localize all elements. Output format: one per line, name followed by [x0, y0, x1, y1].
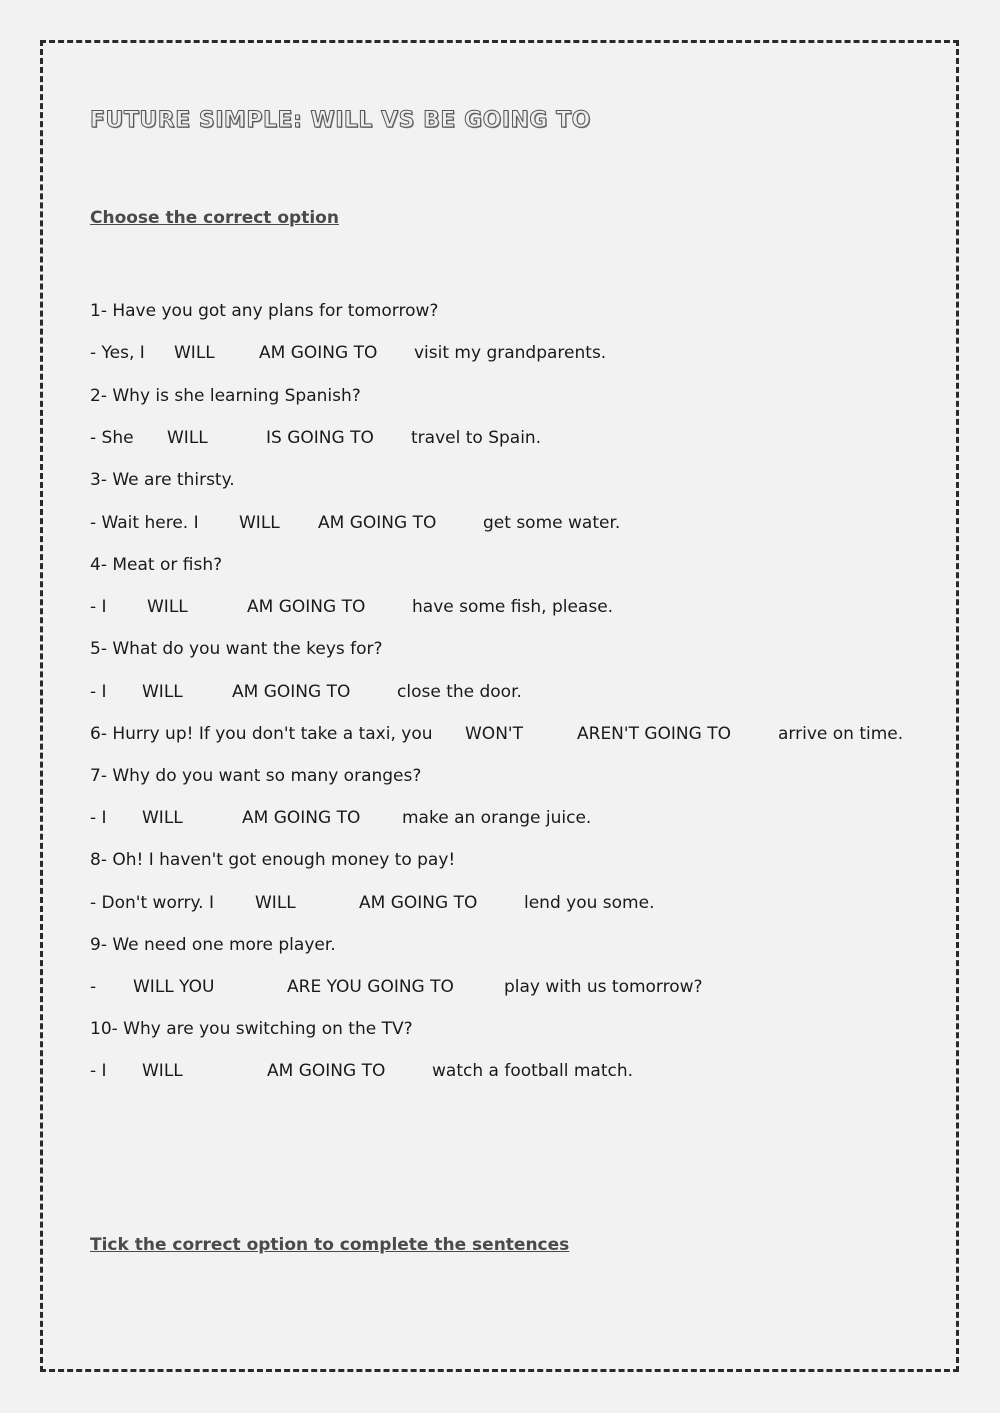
- answer-suffix: lend you some.: [524, 893, 655, 913]
- option-going-to[interactable]: AM GOING TO: [232, 682, 351, 702]
- option-arent-going-to[interactable]: AREN'T GOING TO: [577, 724, 731, 744]
- question-text: 8- Oh! I haven't got enough money to pay!: [90, 850, 456, 870]
- question-text: 1- Have you got any plans for tomorrow?: [90, 301, 439, 321]
- answer-prefix: - Don't worry. I: [90, 893, 214, 913]
- answer-prefix: - I: [90, 682, 107, 702]
- answer-suffix: get some water.: [483, 513, 621, 533]
- question-text: 3- We are thirsty.: [90, 470, 235, 490]
- option-will[interactable]: WILL: [142, 1061, 183, 1081]
- question-text: 10- Why are you switching on the TV?: [90, 1019, 413, 1039]
- option-will[interactable]: WILL: [147, 597, 188, 617]
- option-going-to[interactable]: IS GOING TO: [266, 428, 374, 448]
- option-will[interactable]: WILL: [142, 682, 183, 702]
- answer-prefix: - I: [90, 1061, 107, 1081]
- dashed-border: [40, 40, 959, 1372]
- worksheet-title: FUTURE SIMPLE: WILL VS BE GOING TO: [90, 108, 591, 133]
- answer-prefix: - Yes, I: [90, 343, 145, 363]
- answer-prefix: -: [90, 977, 97, 997]
- option-will[interactable]: WILL: [174, 343, 215, 363]
- option-going-to[interactable]: AM GOING TO: [359, 893, 478, 913]
- answer-prefix: - I: [90, 808, 107, 828]
- answer-prefix: - She: [90, 428, 134, 448]
- option-will[interactable]: WILL: [255, 893, 296, 913]
- option-will[interactable]: WILL: [142, 808, 183, 828]
- answer-suffix: make an orange juice.: [402, 808, 592, 828]
- answer-suffix: have some fish, please.: [412, 597, 614, 617]
- option-wont[interactable]: WON'T: [465, 724, 523, 744]
- question-text: 5- What do you want the keys for?: [90, 639, 383, 659]
- question-text: 7- Why do you want so many oranges?: [90, 766, 422, 786]
- option-going-to[interactable]: AM GOING TO: [242, 808, 361, 828]
- answer-prefix: - I: [90, 597, 107, 617]
- answer-prefix: 6- Hurry up! If you don't take a taxi, you: [90, 724, 433, 744]
- question-text: 4- Meat or fish?: [90, 555, 223, 575]
- section-heading-choose: Choose the correct option: [90, 208, 339, 228]
- option-will[interactable]: WILL: [239, 513, 280, 533]
- answer-suffix: watch a football match.: [432, 1061, 634, 1081]
- option-will[interactable]: WILL: [167, 428, 208, 448]
- answer-suffix: close the door.: [397, 682, 522, 702]
- option-going-to[interactable]: AM GOING TO: [318, 513, 437, 533]
- question-text: 2- Why is she learning Spanish?: [90, 386, 361, 406]
- section-heading-tick: Tick the correct option to complete the sentences: [90, 1235, 570, 1255]
- answer-suffix: arrive on time.: [778, 724, 904, 744]
- answer-prefix: - Wait here. I: [90, 513, 199, 533]
- answer-suffix: travel to Spain.: [411, 428, 542, 448]
- option-are-you-going-to[interactable]: ARE YOU GOING TO: [287, 977, 454, 997]
- option-going-to[interactable]: AM GOING TO: [259, 343, 378, 363]
- option-going-to[interactable]: AM GOING TO: [247, 597, 366, 617]
- option-going-to[interactable]: AM GOING TO: [267, 1061, 386, 1081]
- answer-suffix: play with us tomorrow?: [504, 977, 703, 997]
- option-will-you[interactable]: WILL YOU: [133, 977, 215, 997]
- question-text: 9- We need one more player.: [90, 935, 336, 955]
- answer-suffix: visit my grandparents.: [414, 343, 607, 363]
